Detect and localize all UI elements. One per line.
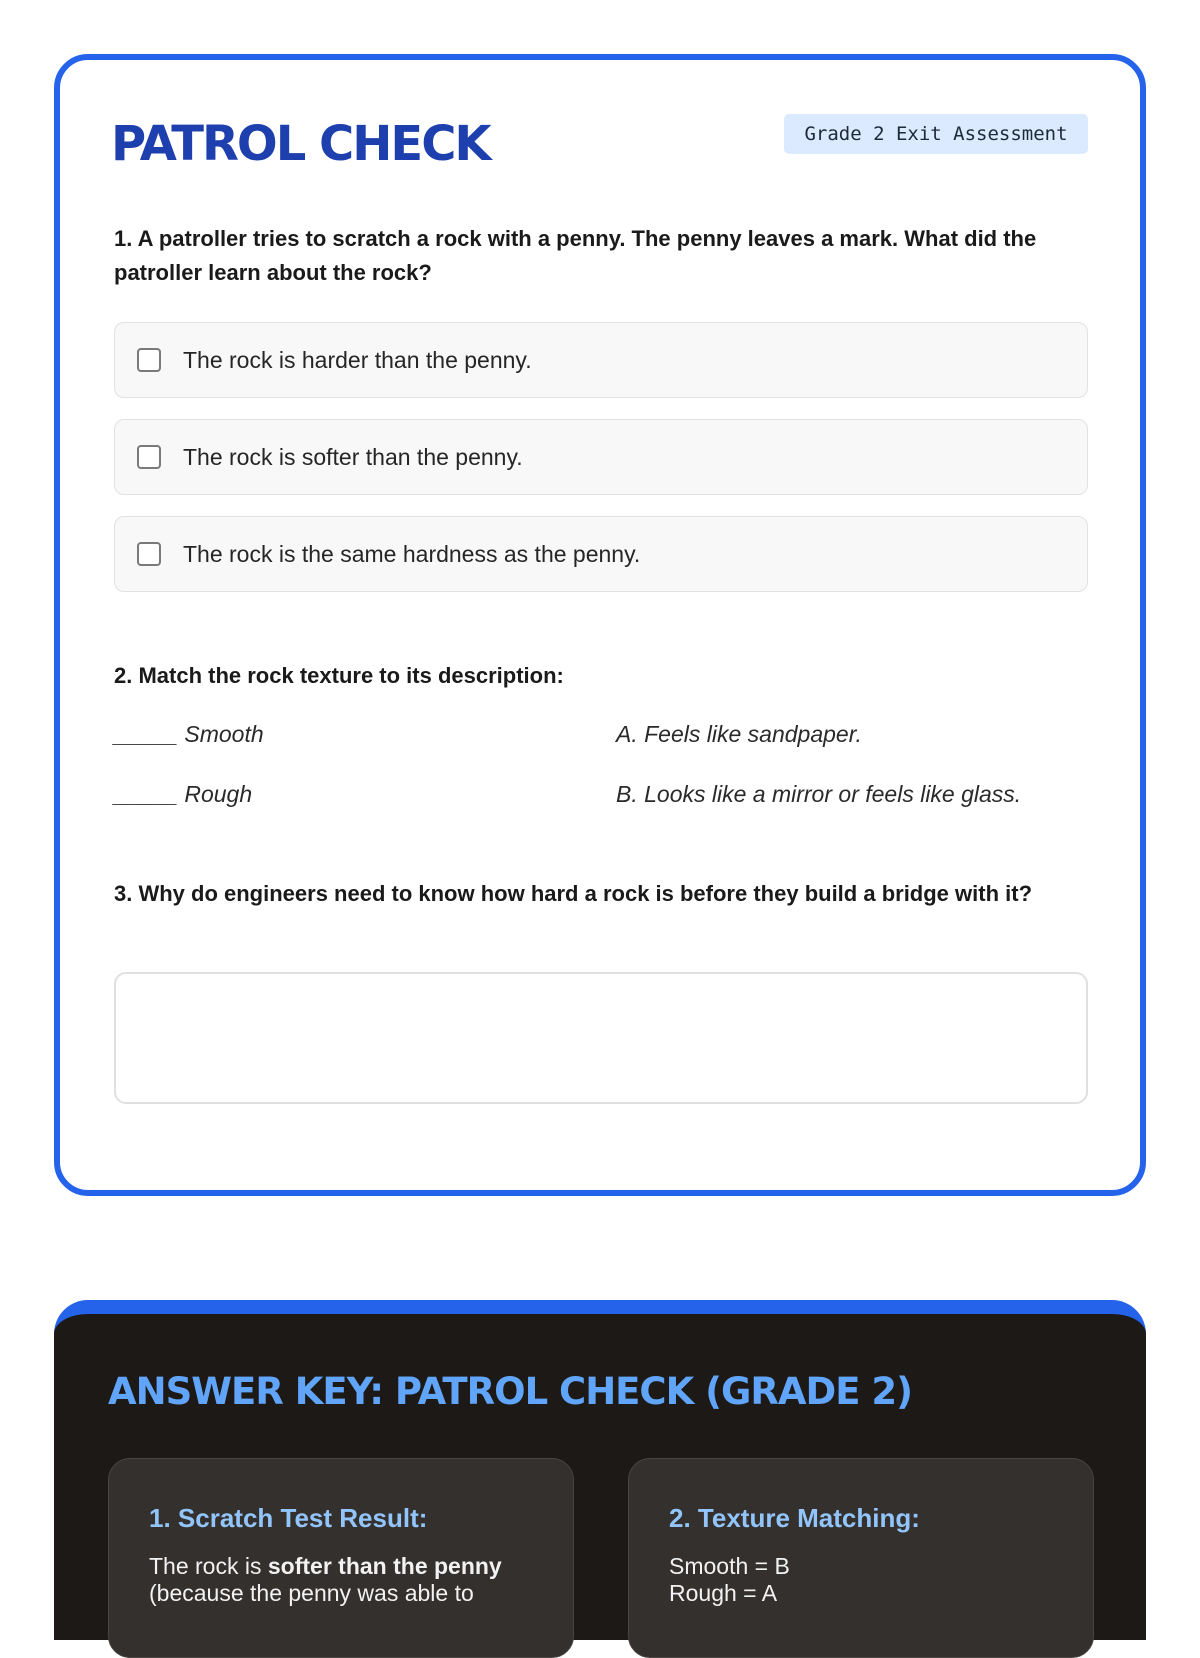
match-term-rough: Rough	[184, 781, 253, 807]
match-blank[interactable]: _____	[114, 721, 178, 747]
match-desc-b: B. Looks like a mirror or feels like glass.	[616, 781, 1022, 807]
grade-badge: Grade 2 Exit Assessment	[784, 114, 1088, 154]
answer-text-bold: softer than the penny	[267, 1553, 502, 1579]
q1-option-3-label: The rock is the same hardness as the penny.	[183, 540, 641, 567]
match-blank[interactable]: _____	[114, 781, 178, 807]
answer-key-title: ANSWER KEY: PATROL CHECK (GRADE 2)	[108, 1370, 913, 1413]
q3-answer-box[interactable]	[114, 972, 1088, 1104]
q1-option-2[interactable]	[114, 419, 1088, 495]
answer-card-texture	[628, 1458, 1094, 1658]
question-2-text: 2. Match the rock texture to its description:	[114, 663, 564, 688]
q1-option-1-label: The rock is harder than the penny.	[183, 346, 532, 373]
answer-card-heading: 1. Scratch Test Result:	[149, 1503, 428, 1533]
checkbox[interactable]	[137, 445, 161, 469]
match-term-smooth: Smooth	[184, 721, 264, 747]
answer-card-heading: 2. Texture Matching:	[669, 1503, 920, 1533]
answer-card-text	[669, 1553, 1069, 1607]
answer-text-rest: (because the penny was able to	[149, 1580, 474, 1606]
question-3-text: 3. Why do engineers need to know how hard a rock is before they build a bridge with it?	[114, 881, 1033, 906]
answer-text-prefix: The rock is	[149, 1553, 268, 1579]
answer-card-text	[149, 1553, 549, 1607]
match-row-rough	[114, 781, 252, 808]
answer-line-2: Rough = A	[669, 1580, 778, 1606]
match-desc-a: A. Feels like sandpaper.	[616, 721, 862, 747]
q1-option-1[interactable]	[114, 322, 1088, 398]
q1-option-3[interactable]	[114, 516, 1088, 592]
question-1-text: 1. A patroller tries to scratch a rock with a penny. The penny leaves a mark. What did the patroller learn about the rock?	[114, 226, 1037, 285]
answer-card-scratch	[108, 1458, 574, 1658]
checkbox[interactable]	[137, 542, 161, 566]
q1-option-2-label: The rock is softer than the penny.	[183, 443, 523, 470]
answer-line-1: Smooth = B	[669, 1553, 790, 1579]
page-title: PATROL CHECK	[111, 116, 490, 172]
checkbox[interactable]	[137, 348, 161, 372]
match-row-smooth	[114, 721, 264, 748]
